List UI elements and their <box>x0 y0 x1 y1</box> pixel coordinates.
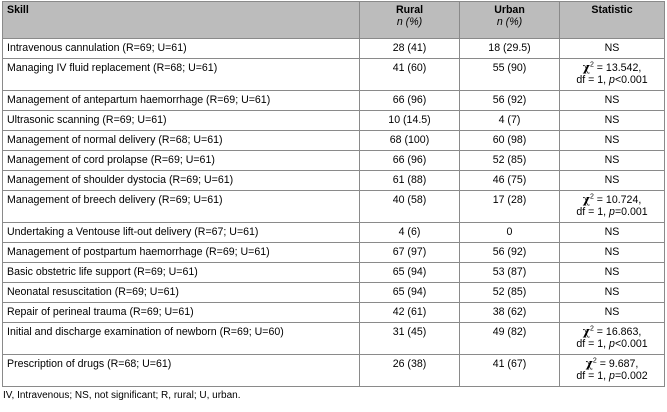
urban-cell: 46 (75) <box>460 171 560 191</box>
skill-cell: Management of normal delivery (R=68; U=61) <box>3 131 360 151</box>
statistic-cell: NS <box>560 263 665 283</box>
rural-cell: 68 (100) <box>360 131 460 151</box>
table-row <box>3 191 665 223</box>
chi-square-value <box>564 194 660 206</box>
statistic-cell: NS <box>560 131 665 151</box>
p-value: <0.001 <box>614 338 648 350</box>
chi-symbol: χ <box>585 357 593 370</box>
skill-cell: Prescription of drugs (R=68; U=61) <box>3 355 360 387</box>
table-row <box>3 223 665 243</box>
p-value: =0.001 <box>614 206 648 218</box>
urban-cell: 38 (62) <box>460 303 560 323</box>
chi-exponent: 2 <box>589 61 594 69</box>
chi-number: = 16.863, <box>593 326 642 338</box>
urban-cell: 60 (98) <box>460 131 560 151</box>
rural-cell: 28 (41) <box>360 39 460 59</box>
rural-cell: 67 (97) <box>360 243 460 263</box>
statistic-cell: NS <box>560 111 665 131</box>
statistic-cell: NS <box>560 39 665 59</box>
table-row <box>3 131 665 151</box>
table-row <box>3 263 665 283</box>
header-urban: Urban n (%) <box>460 2 560 39</box>
statistic-cell: NS <box>560 223 665 243</box>
rural-cell: 66 (96) <box>360 151 460 171</box>
p-letter: p <box>609 338 615 350</box>
statistic-cell: NS <box>560 151 665 171</box>
skill-cell: Intravenous cannulation (R=69; U=61) <box>3 39 360 59</box>
degrees-of-freedom: df = 1, <box>576 370 610 382</box>
skills-table <box>2 1 665 387</box>
table-row <box>3 151 665 171</box>
table-row <box>3 283 665 303</box>
table-row <box>3 39 665 59</box>
urban-cell: 53 (87) <box>460 263 560 283</box>
rural-cell: 41 (60) <box>360 59 460 91</box>
p-value: =0.002 <box>614 370 648 382</box>
skill-cell: Management of breech delivery (R=69; U=61) <box>3 191 360 223</box>
chi-square-value <box>564 358 660 370</box>
rural-cell: 66 (96) <box>360 91 460 111</box>
statistic-cell <box>560 191 665 223</box>
skill-cell: Repair of perineal trauma (R=69; U=61) <box>3 303 360 323</box>
urban-cell: 18 (29.5) <box>460 39 560 59</box>
p-letter: p <box>609 206 615 218</box>
p-letter: p <box>609 370 615 382</box>
table-footnote: IV, Intravenous; NS, not significant; R, rural; U, urban. <box>3 390 241 401</box>
chi-symbol: χ <box>582 193 590 206</box>
rural-cell: 65 (94) <box>360 283 460 303</box>
chi-square-value <box>564 326 660 338</box>
table-row <box>3 243 665 263</box>
header-statistic: Statistic <box>560 2 665 39</box>
df-p-value <box>564 370 660 382</box>
df-p-value <box>564 206 660 218</box>
urban-cell: 52 (85) <box>460 151 560 171</box>
skill-cell: Management of cord prolapse (R=69; U=61) <box>3 151 360 171</box>
table-row <box>3 171 665 191</box>
df-p-value <box>564 74 660 86</box>
df-p-value <box>564 338 660 350</box>
degrees-of-freedom: df = 1, <box>576 206 610 218</box>
urban-cell: 17 (28) <box>460 191 560 223</box>
header-rural: Rural n (%) <box>360 2 460 39</box>
header-skill: Skill <box>3 2 360 39</box>
chi-exponent: 2 <box>589 325 594 333</box>
urban-cell: 52 (85) <box>460 283 560 303</box>
rural-cell: 31 (45) <box>360 323 460 355</box>
statistic-cell: NS <box>560 91 665 111</box>
rural-cell: 61 (88) <box>360 171 460 191</box>
urban-cell: 4 (7) <box>460 111 560 131</box>
degrees-of-freedom: df = 1, <box>576 74 610 86</box>
skill-cell: Ultrasonic scanning (R=69; U=61) <box>3 111 360 131</box>
header-row <box>3 2 665 39</box>
statistic-cell: NS <box>560 283 665 303</box>
chi-number: = 10.724, <box>593 194 642 206</box>
table-row <box>3 355 665 387</box>
table-row <box>3 111 665 131</box>
chi-exponent: 2 <box>589 193 594 201</box>
rural-cell: 40 (58) <box>360 191 460 223</box>
p-letter: p <box>609 74 615 86</box>
urban-cell: 56 (92) <box>460 91 560 111</box>
rural-cell: 42 (61) <box>360 303 460 323</box>
rural-cell: 4 (6) <box>360 223 460 243</box>
urban-cell: 49 (82) <box>460 323 560 355</box>
statistic-cell: NS <box>560 243 665 263</box>
skill-cell: Initial and discharge examination of newborn (R=69; U=60) <box>3 323 360 355</box>
urban-cell: 55 (90) <box>460 59 560 91</box>
rural-cell: 65 (94) <box>360 263 460 283</box>
urban-cell: 56 (92) <box>460 243 560 263</box>
table-row <box>3 323 665 355</box>
chi-symbol: χ <box>582 61 590 74</box>
table-row <box>3 91 665 111</box>
chi-number: = 9.687, <box>596 358 639 370</box>
table-row <box>3 303 665 323</box>
table-container <box>2 1 664 401</box>
skill-cell: Basic obstetric life support (R=69; U=61) <box>3 263 360 283</box>
skill-cell: Management of postpartum haemorrhage (R=69; U=61) <box>3 243 360 263</box>
urban-cell: 0 <box>460 223 560 243</box>
skill-cell: Management of shoulder dystocia (R=69; U=61) <box>3 171 360 191</box>
statistic-cell <box>560 323 665 355</box>
chi-exponent: 2 <box>592 357 597 365</box>
rural-cell: 26 (38) <box>360 355 460 387</box>
skill-cell: Management of antepartum haemorrhage (R=69; U=61) <box>3 91 360 111</box>
degrees-of-freedom: df = 1, <box>576 338 610 350</box>
skill-cell: Managing IV fluid replacement (R=68; U=61) <box>3 59 360 91</box>
header-rural-sub: n (%) <box>396 16 423 28</box>
table-row <box>3 59 665 91</box>
statistic-cell: NS <box>560 171 665 191</box>
header-urban-sub: n (%) <box>496 16 523 28</box>
statistic-cell <box>560 59 665 91</box>
p-value: <0.001 <box>614 74 648 86</box>
chi-symbol: χ <box>582 325 590 338</box>
skill-cell: Undertaking a Ventouse lift-out delivery (R=67; U=61) <box>3 223 360 243</box>
rural-cell: 10 (14.5) <box>360 111 460 131</box>
urban-cell: 41 (67) <box>460 355 560 387</box>
chi-square-value <box>564 62 660 74</box>
statistic-cell <box>560 355 665 387</box>
statistic-cell: NS <box>560 303 665 323</box>
chi-number: = 13.542, <box>593 62 642 74</box>
skill-cell: Neonatal resuscitation (R=69; U=61) <box>3 283 360 303</box>
